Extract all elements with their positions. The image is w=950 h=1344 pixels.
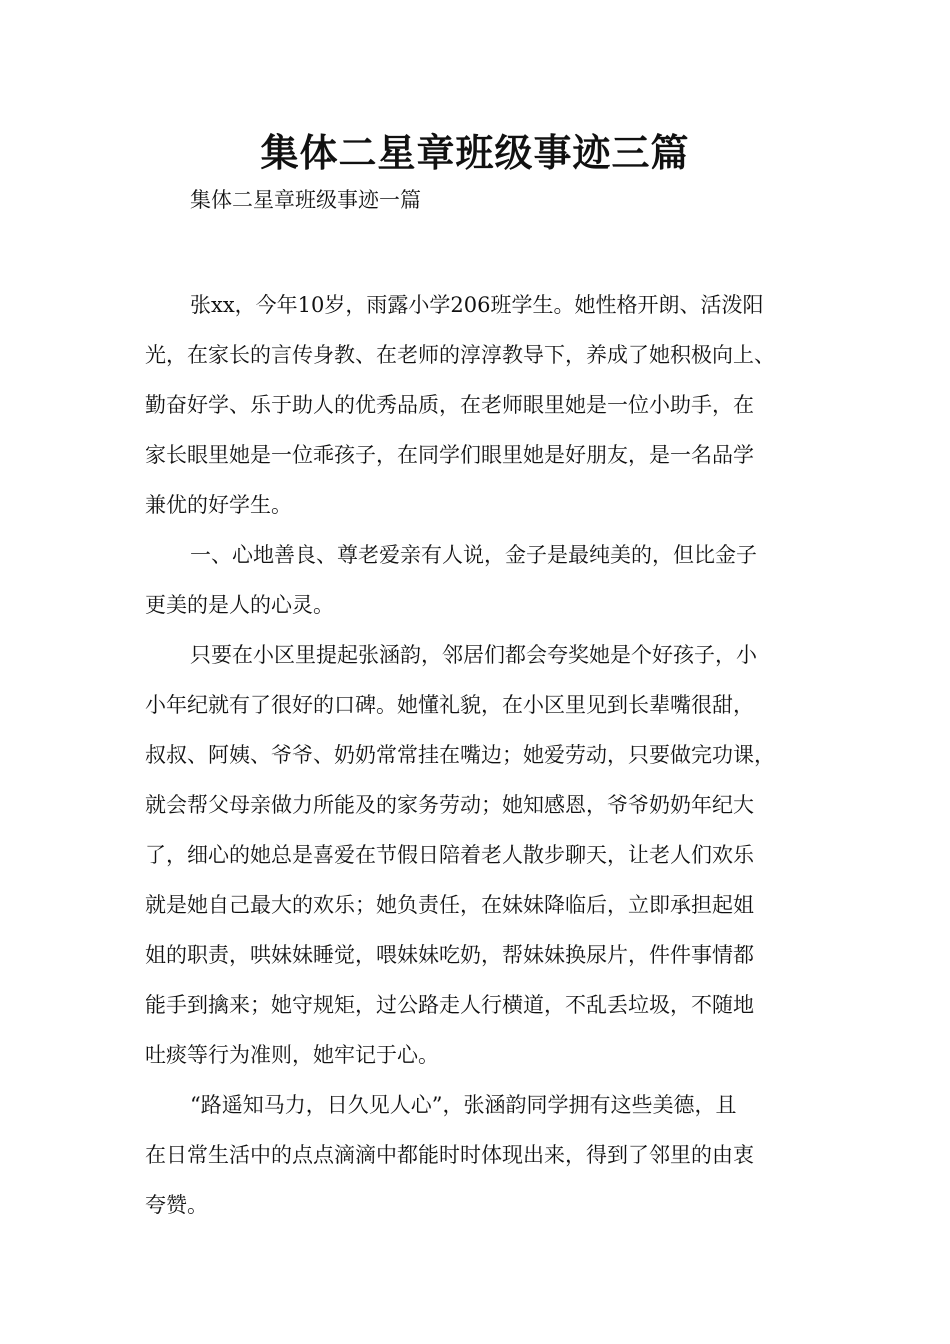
paragraph-line: 兼优的好学生。 (145, 493, 292, 517)
paragraph-line: 家长眼里她是一位乖孩子，在同学们眼里她是好朋友，是一名品学 (145, 443, 754, 467)
paragraph-line: 了，细心的她总是喜爱在节假日陪着老人散步聊天，让老人们欢乐 (145, 843, 754, 867)
paragraph-line: 更美的是人的心灵。 (145, 593, 334, 617)
paragraph-line: 姐的职责，哄妹妹睡觉，喂妹妹吃奶，帮妹妹换尿片，件件事情都 (145, 943, 754, 967)
paragraph-line: 就会帮父母亲做力所能及的家务劳动；她知感恩，爷爷奶奶年纪大 (145, 793, 754, 817)
paragraph-line: “路遥知马力，日久见人心”，张涵韵同学拥有这些美德，且 (190, 1093, 737, 1117)
paragraph-intro (145, 280, 825, 530)
paragraph-line: 光，在家长的言传身教、在老师的淳淳教导下，养成了她积极向上、 (145, 343, 775, 367)
paragraph-line: 勤奋好学、乐于助人的优秀品质，在老师眼里她是一位小助手，在 (145, 393, 754, 417)
document-title: 集体二星章班级事迹三篇 (260, 131, 690, 175)
paragraph-line: 夸赞。 (145, 1193, 208, 1217)
paragraph-line: 叔叔、阿姨、爷爷、奶奶常常挂在嘴边；她爱劳动，只要做完功课， (145, 743, 775, 767)
paragraph-line: 张xx，今年10岁，雨露小学206班学生。她性格开朗、活泼阳 (190, 293, 764, 317)
paragraph-line: 一、心地善良、尊老爱亲有人说，金子是最纯美的，但比金子 (190, 543, 757, 567)
document-body (145, 280, 825, 1230)
paragraph-line: 能手到擒来；她守规矩，过公路走人行横道，不乱丢垃圾，不随地 (145, 993, 754, 1017)
document-subtitle: 集体二星章班级事迹一篇 (190, 188, 421, 212)
paragraph-virtues (145, 630, 825, 1080)
paragraph-line: 在日常生活中的点点滴滴中都能时时体现出来，得到了邻里的由衷 (145, 1143, 754, 1167)
paragraph-line: 只要在小区里提起张涵韵，邻居们都会夸奖她是个好孩子，小 (190, 643, 757, 667)
paragraph-section-heading (145, 530, 825, 630)
paragraph-line: 就是她自己最大的欢乐；她负责任，在妹妹降临后，立即承担起姐 (145, 893, 754, 917)
paragraph-line: 吐痰等行为准则，她牢记于心。 (145, 1043, 439, 1067)
paragraph-conclusion (145, 1080, 825, 1230)
paragraph-line: 小年纪就有了很好的口碑。她懂礼貌，在小区里见到长辈嘴很甜， (145, 693, 754, 717)
